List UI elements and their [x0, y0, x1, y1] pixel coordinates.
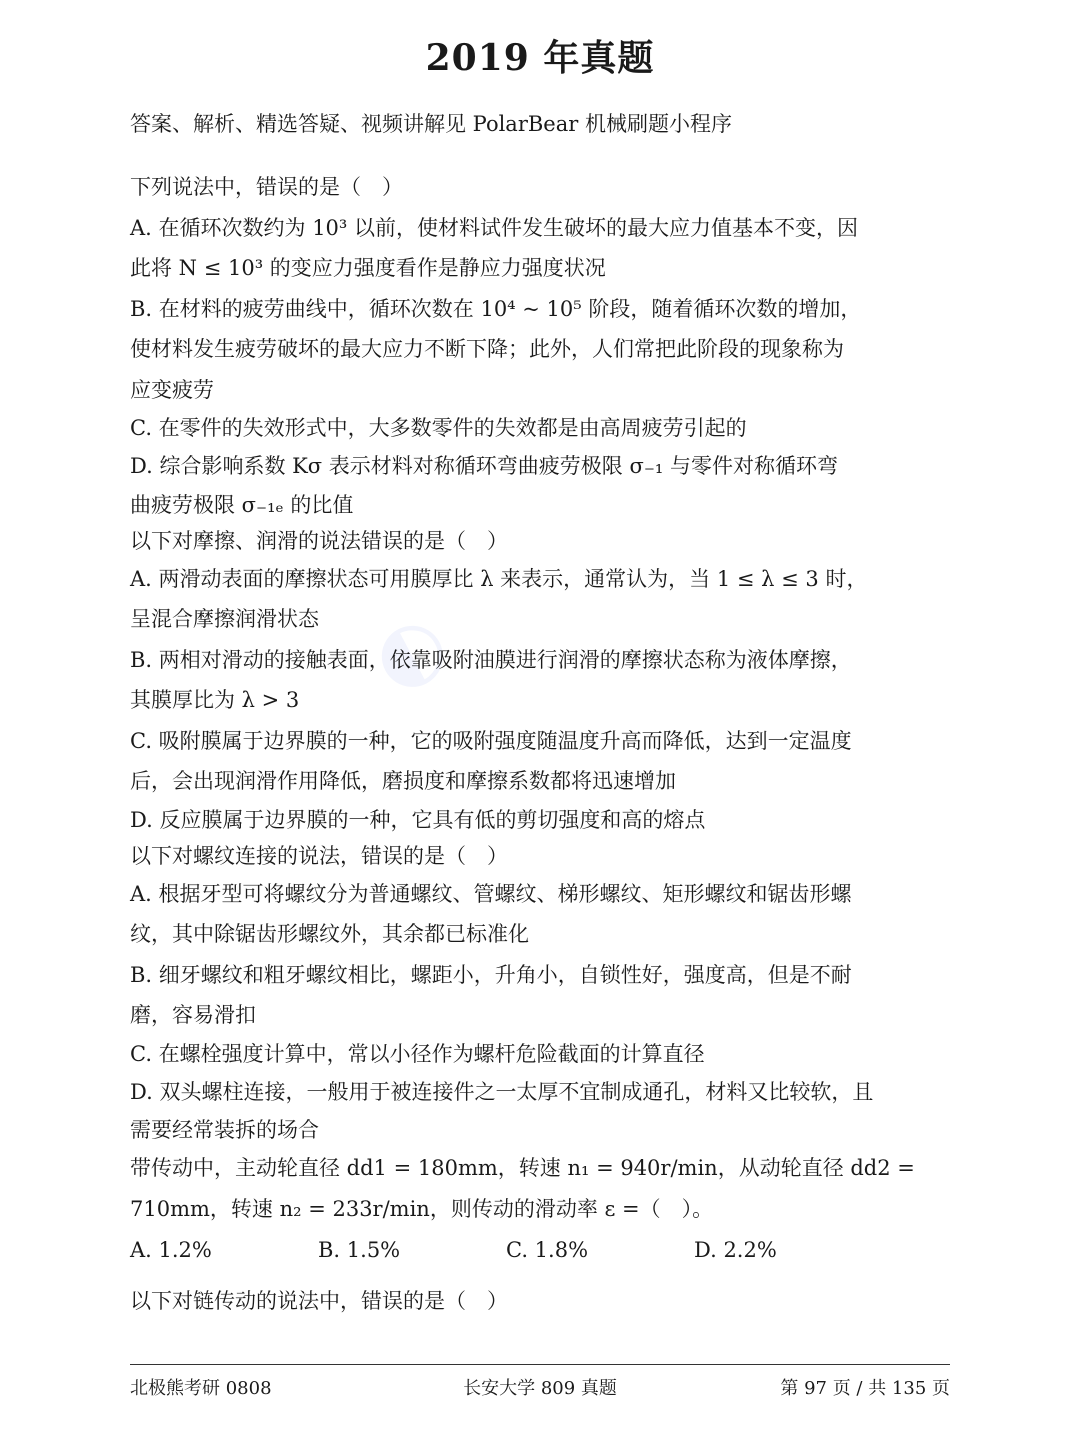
question-2-stem: 以下对摩擦、润滑的说法错误的是（ ） — [130, 528, 508, 553]
choice-b: B. 1.5% — [318, 1238, 401, 1262]
spacer — [130, 1271, 920, 1281]
question-content — [130, 167, 920, 1322]
question-1-option-b-line-3: 应变疲劳 — [130, 377, 214, 402]
choice-c: C. 1.8% — [506, 1238, 589, 1262]
question-1-stem: 下列说法中，错误的是（ ） — [130, 175, 403, 199]
question-5-stem: 以下对链传动的说法中，错误的是（ ） — [130, 1289, 508, 1313]
question-1-option-b-line-1: B. 在材料的疲劳曲线中，循环次数在 10⁴ ~ 10⁵ 阶段，随着循环次数的增加， — [130, 296, 862, 321]
question-2-option-d: D. 反应膜属于边界膜的一种，它具有低的剪切强度和高的熔点 — [130, 807, 706, 832]
footer-page-number: 第 97 页 / 共 135 页 — [780, 1378, 950, 1399]
footer-center: 长安大学 809 真题 — [463, 1378, 617, 1399]
question-3-option-b-line-1: B. 细牙螺纹和粗牙螺纹相比，螺距小，升角小，自锁性好，强度高，但是不耐 — [130, 962, 852, 987]
watermark-logo: ◐ — [356, 590, 466, 708]
question-2-option-a-line-2: 呈混合摩擦润滑状态 — [130, 607, 319, 631]
question-2-option-b-line-1: B. 两相对滑动的接触表面，依靠吸附油膜进行润滑的摩擦状态称为液体摩擦， — [130, 647, 852, 672]
question-2-option-c-line-2: 后，会出现润滑作用降低，磨损度和摩擦系数都将迅速增加 — [130, 769, 676, 793]
subtitle-note: 答案、解析、精选答疑、视频讲解见 PolarBear 机械刷题小程序 — [130, 112, 732, 136]
question-4-choices — [130, 1229, 920, 1271]
question-4-stem-line-2: 710mm，转速 n₂ = 233r/min，则传动的滑动率 ε =（ ）。 — [130, 1196, 714, 1221]
footer-divider — [130, 1364, 950, 1365]
question-3-option-c: C. 在螺栓强度计算中，常以小径作为螺杆危险截面的计算直径 — [130, 1041, 705, 1066]
question-1-option-d-line-2: 曲疲劳极限 σ₋₁ₑ 的比值 — [130, 492, 354, 517]
question-1-option-a-line-2: 此将 N ≤ 10³ 的变应力强度看作是静应力强度状况 — [130, 256, 606, 280]
question-1-option-b-line-2: 使材料发生疲劳破坏的最大应力不断下降；此外，人们常把此阶段的现象称为 — [130, 337, 844, 361]
question-1-option-a-line-1: A. 在循环次数约为 10³ 以前，使材料试件发生破坏的最大应力值基本不变，因 — [130, 215, 859, 240]
question-3-option-b-line-2: 磨，容易滑扣 — [130, 1003, 256, 1027]
question-1-option-d-line-1: D. 综合影响系数 Kσ 表示材料对称循环弯曲疲劳极限 σ₋₁ 与零件对称循环弯 — [130, 454, 838, 478]
question-3-option-d-line-2: 需要经常装拆的场合 — [130, 1118, 319, 1142]
question-2-option-c-line-1: C. 吸附膜属于边界膜的一种，它的吸附强度随温度升高而降低，达到一定温度 — [130, 728, 852, 753]
question-3-option-a-line-1: A. 根据牙型可将螺纹分为普通螺纹、管螺纹、梯形螺纹、矩形螺纹和锯齿形螺 — [130, 881, 852, 906]
choice-d: D. 2.2% — [694, 1238, 777, 1262]
page-title: 2019 年真题 — [425, 37, 655, 79]
question-3-option-d-line-1: D. 双头螺柱连接，一般用于被连接件之一太厚不宜制成通孔，材料又比较软，且 — [130, 1079, 874, 1104]
question-1-option-c: C. 在零件的失效形式中，大多数零件的失效都是由高周疲劳引起的 — [130, 416, 747, 440]
question-2-option-a-line-1: A. 两滑动表面的摩擦状态可用膜厚比 λ 来表示，通常认为，当 1 ≤ λ ≤ 3 时， — [130, 566, 868, 591]
question-3-option-a-line-2: 纹，其中除锯齿形螺纹外，其余都已标准化 — [130, 922, 529, 946]
question-3-stem: 以下对螺纹连接的说法，错误的是（ ） — [130, 843, 508, 868]
question-2-option-b-line-2: 其膜厚比为 λ > 3 — [130, 688, 300, 712]
choice-a: A. 1.2% — [130, 1238, 212, 1262]
footer-left: 北极熊考研 0808 — [130, 1378, 272, 1399]
question-4-stem-line-1: 带传动中，主动轮直径 dd1 = 180mm，转速 n₁ = 940r/min，从动轮直径 dd2 = — [130, 1156, 915, 1180]
